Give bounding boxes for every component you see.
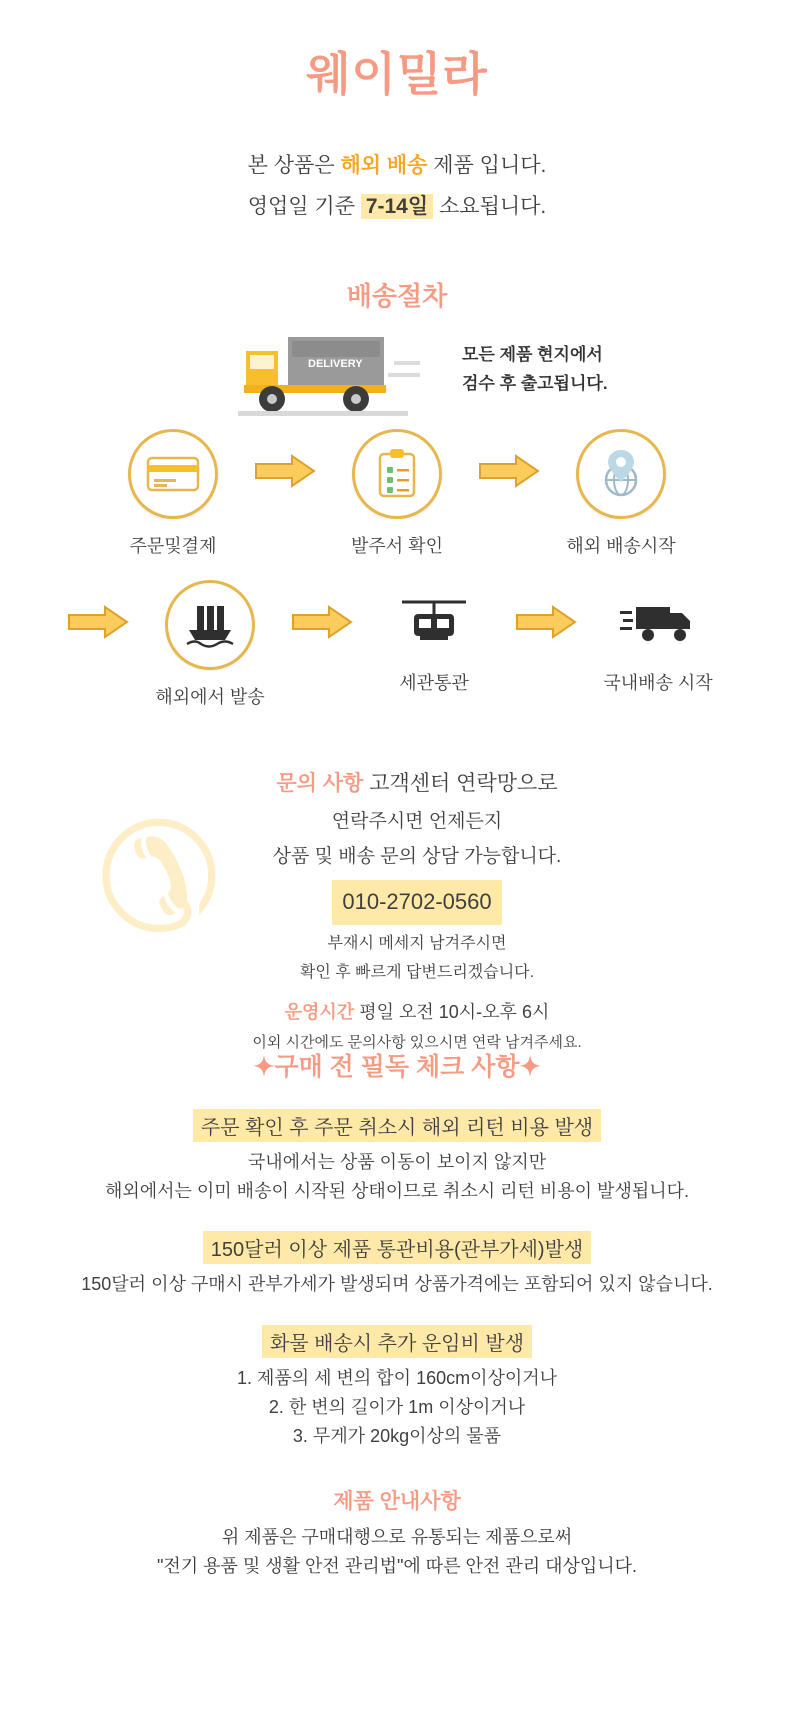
contact-heading-rest: 고객센터 연락망으로 [363, 771, 558, 795]
checklist-body-line: 2. 한 변의 길이가 1m 이상이거나 [268, 1397, 526, 1418]
step-label: 해외에서 발송 [155, 686, 265, 707]
checklist-block-body [0, 1148, 794, 1206]
step-arrow [61, 580, 135, 664]
contact-phone-wrap [40, 874, 794, 929]
arrow-right-icon [67, 605, 129, 639]
delivery-note-line-2: 검수 후 출고됩니다. [462, 373, 608, 393]
contact-line-5: 확인 후 빠르게 답변드리겠습니다. [299, 964, 535, 982]
product-notice-line-2: "전기 용품 및 생활 안전 관리법"에 따른 안전 관리 대상입니다. [156, 1556, 638, 1577]
checklist-block-freight [0, 1325, 794, 1450]
intro-line-2-highlight: 7-14일 [361, 194, 433, 219]
product-notice-body [0, 1523, 794, 1642]
contact-hours [40, 996, 794, 1029]
page-title: 웨이밀라 [306, 48, 488, 100]
step-icon-wrap [359, 580, 509, 664]
step-label: 발주서 확인 [351, 535, 443, 556]
checklist-body-line: 150달러 이상 구매시 관부가세가 발생되며 상품가격에는 포함되어 있지 않습니다. [81, 1274, 713, 1295]
checklist-title: ✦구매 전 필독 체크 사항✦ [253, 1052, 541, 1081]
contact-extra-note: 이외 시간에도 문의사항 있으시면 연락 남겨주세요. [252, 1034, 582, 1052]
delivery-step-customs [359, 580, 509, 695]
intro-line-1-pre: 본 상품은 [247, 154, 341, 177]
intro-line-2-pre: 영업일 기준 [247, 194, 361, 218]
checklist-body-line: 해외에서는 이미 배송이 시작된 상태이므로 취소시 리턴 비용이 발생됩니다. [104, 1180, 690, 1201]
delivery-process-title: 배송절차 [346, 280, 448, 311]
step-label: 해외 배송시작 [566, 535, 676, 556]
delivery-step-order-payment [98, 429, 248, 558]
contact-section [0, 765, 794, 1052]
contact-hours-label: 운영시간 [284, 1001, 355, 1022]
checklist-body-line: 1. 제품의 세 변의 합이 160cm이상이거나 [236, 1368, 558, 1389]
delivery-note-line-1: 모든 제품 현지에서 [462, 344, 603, 364]
delivery-truck-illustration [236, 317, 426, 426]
delivery-note [462, 341, 608, 399]
contact-text-block [0, 765, 794, 1057]
checklist-block-body [0, 1270, 794, 1299]
phone-handset-icon: ✆ [96, 793, 222, 962]
contact-line-2: 연락주시면 언제든지 [331, 810, 503, 832]
delivery-step-order-sheet [322, 429, 472, 558]
checklist-body-line: 3. 무게가 20kg이상의 물품 [292, 1425, 502, 1446]
intro-line-1 [0, 146, 794, 187]
step-circle [576, 429, 666, 519]
checklist-block-heading: 150달러 이상 제품 통관비용(관부가세)발생 [203, 1231, 591, 1264]
step-label: 주문및결제 [129, 535, 217, 556]
contact-heading-highlight: 문의 사항 [276, 771, 364, 795]
checklist-block-cancel [0, 1109, 794, 1206]
arrow-right-icon [254, 454, 316, 488]
clipboard-check-icon [375, 448, 419, 500]
contact-phone-number[interactable]: 010-2702-0560 [332, 880, 501, 925]
ship-icon [183, 602, 237, 648]
credit-card-icon [146, 454, 200, 494]
contact-hours-value: 평일 오전 10시-오후 6시 [354, 1001, 550, 1022]
product-notice-title: 제품 안내사항 [333, 1489, 461, 1513]
globe-pin-icon [597, 448, 645, 500]
checklist-block-heading: 화물 배송시 추가 운임비 발생 [262, 1325, 532, 1358]
intro-line-2 [0, 187, 794, 228]
delivery-truck-row [0, 317, 794, 425]
step-label: 세관통관 [399, 672, 469, 693]
intro-block [0, 146, 794, 228]
arrow-right-icon [478, 454, 540, 488]
checklist-block-customs-fee [0, 1231, 794, 1299]
step-circle [352, 429, 442, 519]
checklist-body-line: 국내에서는 상품 이동이 보이지 않지만 [247, 1151, 547, 1172]
step-arrow [472, 429, 546, 513]
truck-icon [618, 597, 698, 647]
step-arrow [248, 429, 322, 513]
intro-line-1-post: 제품 입니다. [427, 154, 547, 177]
step-arrow [509, 580, 583, 664]
delivery-steps-row-1 [0, 429, 794, 558]
contact-heading [40, 765, 794, 804]
intro-line-1-highlight: 해외 배송 [340, 154, 428, 177]
delivery-step-overseas-dispatch [135, 580, 285, 709]
intro-line-2-post: 소요됩니다. [433, 194, 547, 218]
delivery-step-domestic-start [583, 580, 733, 695]
contact-line-4: 부재시 메세지 남겨주시면 [327, 934, 507, 952]
checklist-block-heading: 주문 확인 후 주문 취소시 해외 리턴 비용 발생 [193, 1109, 601, 1142]
contact-line-3: 상품 및 배송 문의 상담 가능합니다. [272, 845, 562, 867]
step-arrow [285, 580, 359, 664]
arrow-right-icon [291, 605, 353, 639]
delivery-steps-row-2 [0, 580, 794, 709]
checklist-block-body [0, 1364, 794, 1450]
truck-label: DELIVERY [308, 357, 363, 370]
delivery-step-overseas-start [546, 429, 696, 558]
step-label: 국내배송 시작 [603, 672, 713, 693]
delivery-truck-icon [236, 317, 426, 421]
step-circle [165, 580, 255, 670]
arrow-right-icon [515, 605, 577, 639]
product-notice-line-1: 위 제품은 구매대행으로 유통되는 제품으로써 [221, 1526, 573, 1547]
step-icon-wrap [583, 580, 733, 664]
customs-gate-icon [398, 596, 470, 648]
step-circle [128, 429, 218, 519]
